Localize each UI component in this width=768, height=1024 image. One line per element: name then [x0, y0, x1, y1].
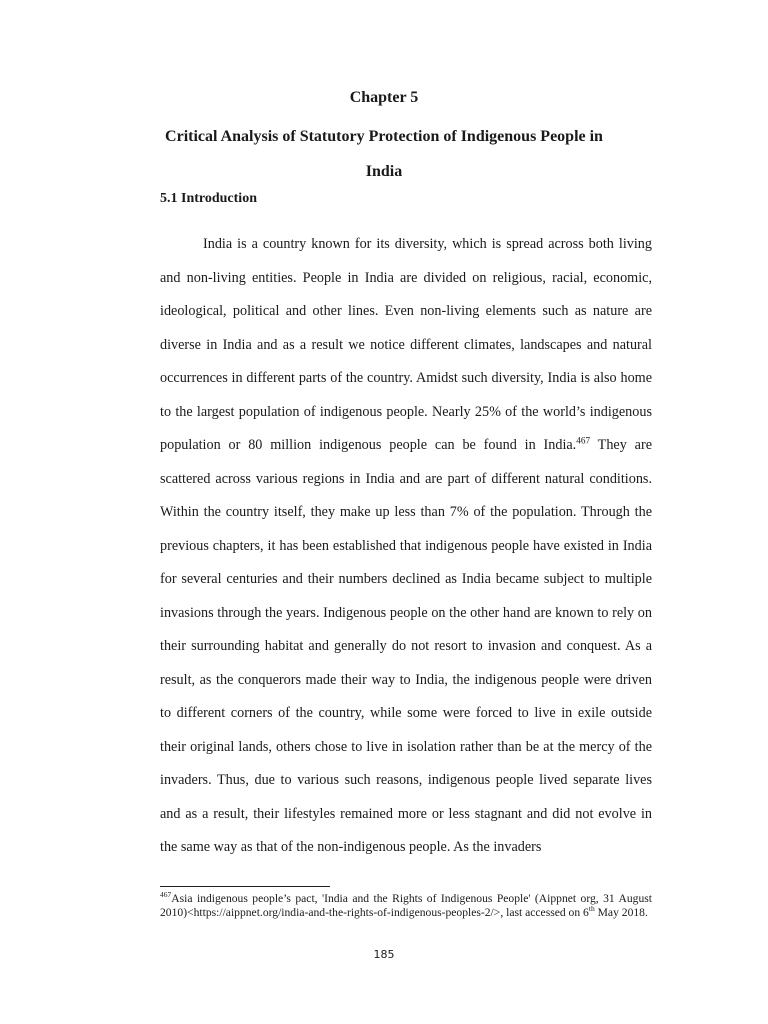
- footnote-reference: 467: [576, 435, 591, 446]
- footnote-text-part1: Asia indigenous people’s pact, 'India and the Rights of Indigenous People' (Aippnet org, 31 August 2010)<https://aippnet.org/india-and-the-rights-of-indigenous-peoples-2/>, last accessed on 6: [160, 892, 652, 919]
- footnote: [160, 892, 652, 919]
- section-heading: 5.1 Introduction: [160, 191, 257, 206]
- body-text-part2: They are scattered across various regions in India and are part of different natural conditions. Within the country itself, they make up less than 7% of the population. Through the previous chapters, it has been established that indigenous people have existed in India for several centuries and their numbers declined as India became subject to multiple invasions through the years. Indigenous people on the other hand are known to rely on their surrounding habitat and generally do not resort to invasion and conquest. As a result, as the conquerors made their way to India, the indigenous people were driven to different corners of the country, while some were forced to live in exile outside their original lands, others chose to live in isolation rather than be at the mercy of the invaders. Thus, due to various such reasons, indigenous people lived separate lives and as a result, their lifestyles remained more or less stagnant and did not evolve in the same way as that of the non-indigenous people. As the invaders: [160, 437, 652, 855]
- footnote-divider: [160, 886, 330, 887]
- chapter-label: Chapter 5: [349, 89, 419, 106]
- page-number: 185: [373, 948, 395, 961]
- chapter-title: Critical Analysis of Statutory Protection of Indigenous People in India: [165, 128, 603, 180]
- body-paragraph: [160, 228, 652, 865]
- footnote-date-superscript: th: [588, 903, 595, 913]
- footnote-number: 467: [160, 890, 172, 900]
- body-text-part1: India is a country known for its diversity, which is spread across both living and non-living entities. People in India are divided on religious, racial, economic, ideological, political and other lines. Even non-living elements such as nature are diverse in India and as a result we notice different climates, landscapes and natural occurrences in different parts of the country. Amidst such diversity, India is also home to the largest population of indigenous people. Nearly 25% of the world’s indigenous population or 80 million indigenous people can be found in India.: [160, 236, 652, 453]
- footnote-text-part2: May 2018.: [594, 905, 648, 919]
